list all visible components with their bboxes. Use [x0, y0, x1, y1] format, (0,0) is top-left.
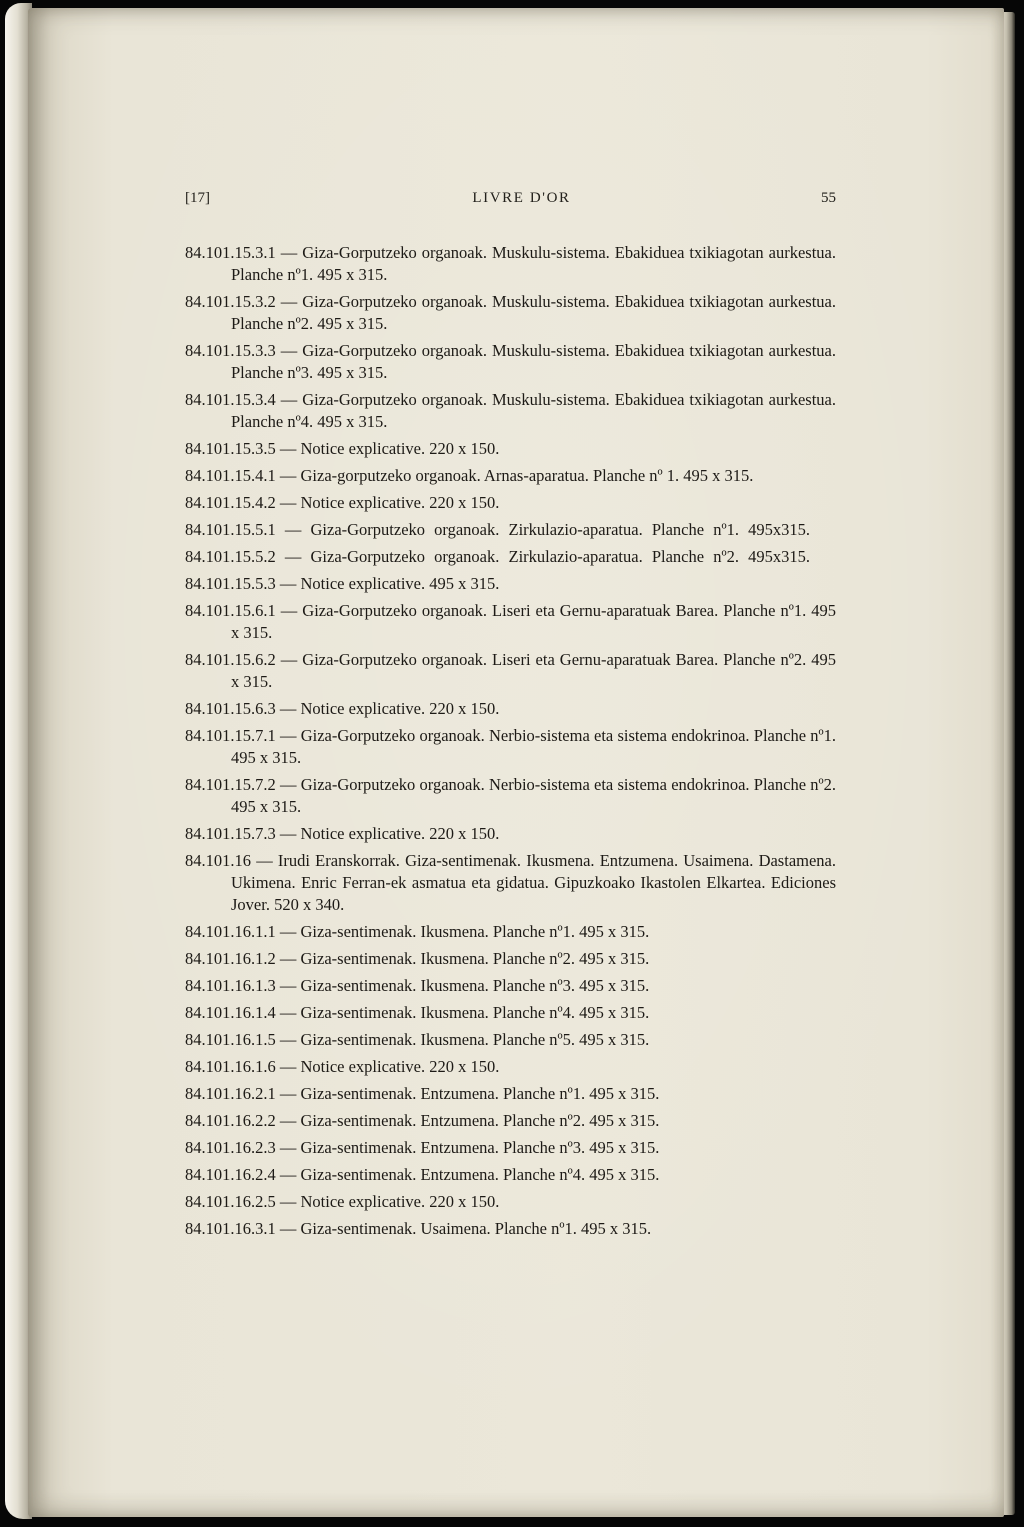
entry-text: Notice explicative. 220 x 150. [300, 699, 500, 718]
entry-id: 84.101.16.2.1 [185, 1084, 276, 1103]
entry-id: 84.101.16.1.2 [185, 949, 276, 968]
entry-separator: — [275, 949, 301, 968]
entry-separator: — [275, 292, 303, 311]
entry-separator: — [275, 1084, 301, 1103]
entry-text: Notice explicative. 220 x 150. [300, 1192, 500, 1211]
entry-separator: — [275, 824, 301, 843]
entry-separator: — [275, 341, 303, 360]
entry-text: Giza-sentimenak. Ikusmena. Planche nº3. 495 x 315. [300, 976, 650, 995]
entry-separator: — [275, 1111, 301, 1130]
entry-text: Giza-Gorputzeko organoak. Muskulu-sistema. Ebakiduea txikiagotan aurkestua. Planche nº4. 495 x 315. [231, 390, 836, 431]
entry-text: Giza-Gorputzeko organoak. Liseri eta Gernu-aparatuak Barea. Planche nº2. 495 x 315. [231, 650, 837, 691]
entry-text: Notice explicative. 220 x 150. [300, 439, 500, 458]
entry-separator: — [251, 851, 278, 870]
entry-id: 84.101.16.1.4 [185, 1003, 276, 1022]
entry-separator: — [275, 1219, 301, 1238]
entry-separator: — [275, 1057, 301, 1076]
catalog-entry [185, 725, 836, 769]
entry-text: Giza-Gorputzeko organoak. Muskulu-sistema. Ebakiduea txikiagotan aurkestua. Planche nº1. 495 x 315. [231, 243, 836, 284]
entry-id: 84.101.15.7.3 [185, 824, 276, 843]
catalog-entry [185, 546, 836, 568]
entry-text: Giza-Gorputzeko organoak. Liseri eta Gernu-aparatuak Barea. Planche nº1. 495 x 315. [231, 601, 837, 642]
entry-text: Irudi Eranskorrak. Giza-sentimenak. Ikusmena. Entzumena. Usaimena. Dastamena. Ukimena. Enric Ferran-ek asmatua eta gidatua. Gipuzkoako Ikastolen Elkartea. Ediciones Jover. 520 x 340. [231, 851, 836, 914]
entry-text: Giza-sentimenak. Ikusmena. Planche nº5. 495 x 315. [300, 1030, 650, 1049]
entry-text: Giza-sentimenak. Ikusmena. Planche nº2. 495 x 315. [300, 949, 650, 968]
entry-id: 84.101.16.3.1 [185, 1219, 276, 1238]
entry-separator: — [275, 243, 303, 262]
catalog-entry [185, 438, 836, 460]
entry-id: 84.101.15.3.2 [185, 292, 276, 311]
catalog-entry [185, 492, 836, 514]
entry-id: 84.101.15.3.1 [185, 243, 276, 262]
entry-text: Notice explicative. 220 x 150. [300, 493, 500, 512]
header-title: LIVRE D'OR [472, 190, 571, 206]
entry-text: Giza-Gorputzeko organoak. Muskulu-sistema. Ebakiduea txikiagotan aurkestua. Planche nº2. 495 x 315. [231, 292, 836, 333]
header-bracket-number: [17] [185, 190, 210, 206]
catalog-entry [185, 921, 836, 943]
header-page-number: 55 [821, 190, 836, 206]
entry-id: 84.101.15.5.1 [185, 520, 276, 539]
catalog-entry [185, 1191, 836, 1213]
catalog-entry [185, 1002, 836, 1024]
entry-text: Giza-Gorputzeko organoak. Zirkulazio-aparatua. Planche nº2. 495x315. [310, 547, 810, 566]
entry-separator: — [275, 726, 301, 745]
entry-separator: — [275, 922, 301, 941]
catalog-entry [185, 242, 836, 286]
entry-separator: — [275, 1165, 301, 1184]
entry-text: Giza-sentimenak. Usaimena. Planche nº1. 495 x 315. [300, 1219, 652, 1238]
catalog-entry [185, 340, 836, 384]
entry-id: 84.101.15.6.3 [185, 699, 276, 718]
entry-id: 84.101.15.4.1 [185, 466, 276, 485]
entry-id: 84.101.16.1.6 [185, 1057, 276, 1076]
page-header [185, 190, 836, 207]
entry-separator: — [275, 1138, 301, 1157]
catalog-entry [185, 649, 836, 693]
entry-text: Giza-Gorputzeko organoak. Nerbio-sistema eta sistema endokrinoa. Planche nº1. 495 x 315. [231, 726, 837, 767]
catalog-entry [185, 698, 836, 720]
entry-separator: — [275, 574, 301, 593]
entry-separator: — [275, 390, 303, 409]
entry-separator: — [275, 493, 301, 512]
entry-separator: — [275, 1003, 301, 1022]
entry-id: 84.101.15.6.2 [185, 650, 276, 669]
catalog-entry [185, 948, 836, 970]
entry-id: 84.101.16.2.3 [185, 1138, 276, 1157]
entry-text: Giza-sentimenak. Ikusmena. Planche nº4. 495 x 315. [300, 1003, 650, 1022]
entry-separator: — [275, 466, 301, 485]
catalog-entry [185, 519, 836, 541]
entry-text: Giza-gorputzeko organoak. Arnas-aparatua. Planche nº 1. 495 x 315. [300, 466, 754, 485]
entry-text: Giza-Gorputzeko organoak. Nerbio-sistema eta sistema endokrinoa. Planche nº2. 495 x 315. [231, 775, 837, 816]
entry-id: 84.101.15.4.2 [185, 493, 276, 512]
entry-id: 84.101.16.1.3 [185, 976, 276, 995]
catalog-entry [185, 1083, 836, 1105]
entry-text: Notice explicative. 495 x 315. [300, 574, 500, 593]
catalog-entry [185, 1137, 836, 1159]
entry-id: 84.101.15.5.3 [185, 574, 276, 593]
entry-text: Giza-sentimenak. Entzumena. Planche nº2. 495 x 315. [300, 1111, 660, 1130]
entry-text: Giza-Gorputzeko organoak. Muskulu-sistema. Ebakiduea txikiagotan aurkestua. Planche nº3. 495 x 315. [231, 341, 836, 382]
entry-text: Giza-sentimenak. Entzumena. Planche nº4. 495 x 315. [300, 1165, 660, 1184]
entry-separator: — [275, 547, 311, 566]
catalog-entry [185, 774, 836, 818]
entry-text: Giza-sentimenak. Entzumena. Planche nº1. 495 x 315. [300, 1084, 660, 1103]
entry-id: 84.101.15.6.1 [185, 601, 276, 620]
entry-id: 84.101.16.2.5 [185, 1192, 276, 1211]
catalog-entries [185, 242, 836, 1240]
entry-id: 84.101.16.2.2 [185, 1111, 276, 1130]
catalog-entry [185, 465, 836, 487]
entry-separator: — [275, 1192, 301, 1211]
entry-separator: — [275, 601, 303, 620]
entry-id: 84.101.15.3.5 [185, 439, 276, 458]
catalog-entry [185, 1110, 836, 1132]
catalog-entry [185, 389, 836, 433]
entry-id: 84.101.16.1.1 [185, 922, 276, 941]
catalog-entry [185, 600, 836, 644]
entry-separator: — [275, 650, 303, 669]
catalog-entry [185, 1056, 836, 1078]
catalog-entry [185, 1164, 836, 1186]
entry-text: Giza-sentimenak. Entzumena. Planche nº3. 495 x 315. [300, 1138, 660, 1157]
entry-id: 84.101.15.5.2 [185, 547, 276, 566]
entry-text: Giza-Gorputzeko organoak. Zirkulazio-aparatua. Planche nº1. 495x315. [310, 520, 810, 539]
catalog-entry [185, 573, 836, 595]
entry-id: 84.101.16.2.4 [185, 1165, 276, 1184]
page-content [28, 8, 1004, 1517]
entry-text: Notice explicative. 220 x 150. [300, 1057, 500, 1076]
entry-separator: — [275, 775, 301, 794]
catalog-entry [185, 975, 836, 997]
entry-id: 84.101.15.3.4 [185, 390, 276, 409]
entry-id: 84.101.15.3.3 [185, 341, 276, 360]
catalog-entry [185, 1218, 836, 1240]
entry-id: 84.101.16.1.5 [185, 1030, 276, 1049]
catalog-entry [185, 823, 836, 845]
entry-text: Notice explicative. 220 x 150. [300, 824, 500, 843]
document-page [28, 8, 1004, 1517]
entry-separator: — [275, 1030, 301, 1049]
catalog-entry [185, 1029, 836, 1051]
entry-separator: — [275, 699, 301, 718]
catalog-entry [185, 850, 836, 916]
entry-id: 84.101.16 [185, 851, 251, 870]
catalog-entry [185, 291, 836, 335]
entry-id: 84.101.15.7.2 [185, 775, 276, 794]
entry-text: Giza-sentimenak. Ikusmena. Planche nº1. 495 x 315. [300, 922, 650, 941]
entry-id: 84.101.15.7.1 [185, 726, 276, 745]
entry-separator: — [275, 439, 301, 458]
entry-separator: — [275, 520, 311, 539]
entry-separator: — [275, 976, 301, 995]
